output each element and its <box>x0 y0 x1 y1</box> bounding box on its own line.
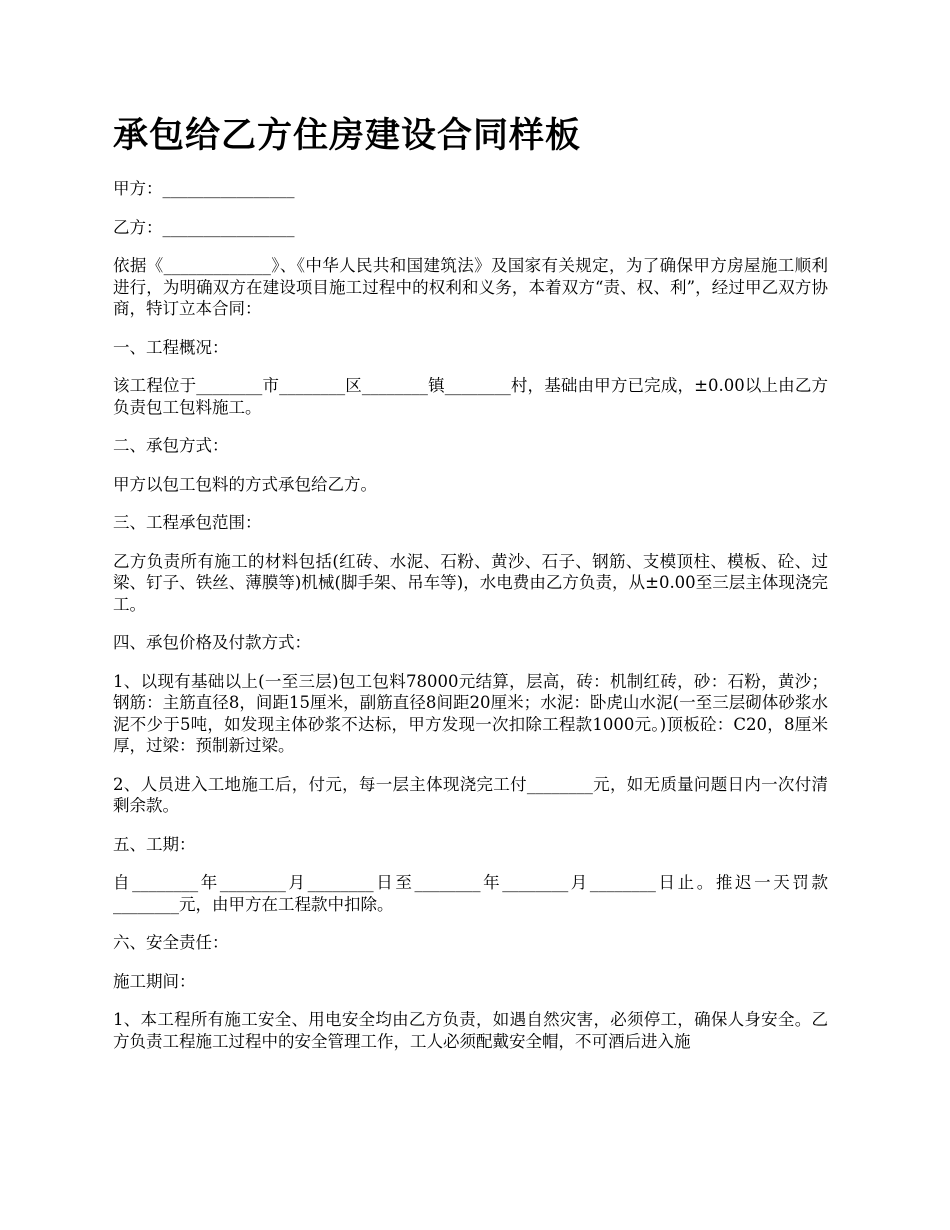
body-paragraph: 1、本工程所有施工安全、用电安全均由乙方负责，如遇自然灾害，必须停工，确保人身安全。乙方负责工程施工过程中的安全管理工作，工人必须配戴安全帽，不可酒后进入施 <box>113 1010 828 1051</box>
party-a-line: 甲方：________________ <box>113 179 295 198</box>
body-paragraph: 该工程位于________市________区________镇________村，基础由甲方已完成，±0.00以上由乙方负责包工包料施工。 <box>113 376 828 417</box>
body-paragraph: 施工期间： <box>113 971 196 991</box>
body-paragraph: 甲方以包工包料的方式承包给乙方。 <box>113 474 377 494</box>
body-paragraph: 自________年________月________日至________年________月________日止。推迟一天罚款________元，由甲方在工程款中扣除。 <box>113 873 828 914</box>
section-heading: 一、工程概况： <box>113 337 229 357</box>
document-title: 承包给乙方住房建设合同样板 <box>113 116 582 156</box>
body-paragraph: 1、以现有基础以上(一至三层)包工包料78000元结算，层高，砖：机制红砖，砂：石粉，黄沙；钢筋：主筋直径8，间距15厘米，副筋直径8间距20厘米；水泥：卧虎山水泥(一至三层砌体砂浆水泥不少于5吨，如发现主体砂浆不达标，甲方发现一次扣除工程款1000元。)顶板砼：C20，8厘米厚，过梁：预制新过梁。 <box>113 671 828 755</box>
preamble-paragraph: 依据《_____________》、《中华人民共和国建筑法》及国家有关规定，为了确保甲方房屋施工顺利进行，为明确双方在建设项目施工过程中的权利和义务，本着双方“责、权、利”，经过甲乙双方协商，特订立本合同： <box>113 256 828 318</box>
section-heading: 六、安全责任： <box>113 933 229 952</box>
section-heading: 四、承包价格及付款方式： <box>113 633 311 652</box>
body-paragraph: 2、人员进入工地施工后，付元，每一层主体现浇完工付________元，如无质量问题日内一次付清剩余款。 <box>113 774 828 815</box>
section-heading: 二、承包方式： <box>113 436 229 455</box>
party-b-line: 乙方：________________ <box>113 217 295 237</box>
document-page <box>113 108 828 1069</box>
section-heading: 五、工期： <box>113 834 196 854</box>
body-paragraph: 乙方负责所有施工的材料包括(红砖、水泥、石粉、黄沙、石子、钢筋、支模顶柱、模板、砼、过梁、钉子、铁丝、薄膜等)机械(脚手架、吊车等)，水电费由乙方负责，从±0.00至三层主体现浇完工。 <box>113 551 828 614</box>
section-heading: 三、工程承包范围： <box>113 513 262 532</box>
